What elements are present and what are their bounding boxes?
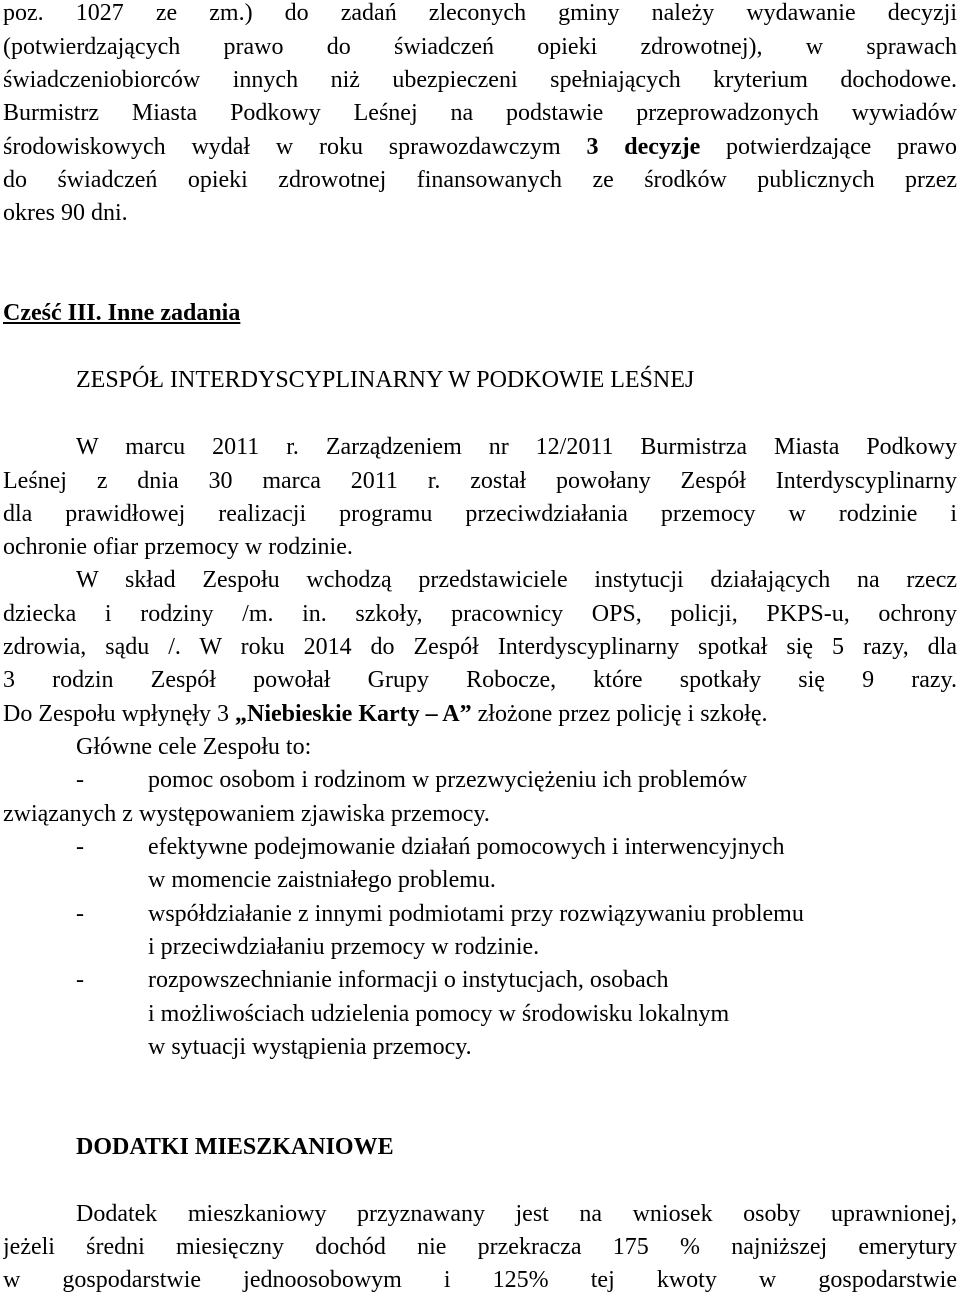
bold-text: 3 decyzje [586, 134, 701, 160]
list-item-continuation: i przeciwdziałaniu przemocy w rodzinie. [148, 934, 540, 960]
text-run: złożone przez policję i szkołę. [471, 701, 768, 727]
paragraph-line [3, 130, 957, 164]
paragraph-line: Dodatek mieszkaniowy przyznawany jest na wniosek osoby uprawnionej, [76, 1201, 957, 1227]
bold-text: „Niebieskie Karty – A” [234, 701, 472, 727]
paragraph-line: dziecka i rodziny /m. in. szkoły, pracownicy OPS, policji, PKPS-u, ochrony [3, 601, 957, 627]
list-item [76, 963, 957, 997]
paragraph-line: Leśnej z dnia 30 marca 2011 r. został powołany Zespół Interdyscyplinarny [3, 468, 957, 494]
section-heading: DODATKI MIESZKANIOWE [76, 1134, 394, 1160]
list-dash: - [76, 767, 84, 793]
paragraph-line: Burmistrz Miasta Podkowy Leśnej na podstawie przeprowadzonych wywiadów [3, 100, 957, 126]
list-item-text: efektywne podejmowanie działań pomocowych i interwencyjnych [148, 834, 785, 860]
paragraph-line: zdrowia, sądu /. W roku 2014 do Zespół Interdyscyplinarny spotkał się 5 razy, dla [3, 634, 957, 660]
list-item [76, 830, 957, 864]
paragraph-line: 3 rodzin Zespół powołał Grupy Robocze, które spotkały się 9 razy. [3, 667, 957, 693]
list-item-text: pomoc osobom i rodzinom w przezwyciężeniu ich problemów [148, 767, 748, 793]
paragraph-line: świadczeniobiorców innych niż ubezpieczeni spełniających kryterium dochodowe. [3, 67, 957, 93]
list-dash: - [76, 967, 84, 993]
text-run: Do Zespołu wpłynęły 3 [3, 701, 235, 727]
list-item [76, 763, 957, 797]
section-heading [3, 296, 957, 330]
list-item-text: rozpowszechnianie informacji o instytucjach, osobach [148, 967, 669, 993]
list-item [76, 897, 957, 931]
paragraph-line: okres 90 dni. [3, 200, 128, 226]
goals-title: Główne cele Zespołu to: [76, 734, 312, 760]
team-title: ZESPÓŁ INTERDYSCYPLINARNY W PODKOWIE LEŚNEJ [76, 367, 695, 393]
paragraph-line: w gospodarstwie jednoosobowym i 125% tej kwoty w gospodarstwie [3, 1267, 957, 1293]
paragraph-line [3, 697, 957, 731]
paragraph-line: ochronie ofiar przemocy w rodzinie. [3, 534, 353, 560]
paragraph-line: W marcu 2011 r. Zarządzeniem nr 12/2011 Burmistrza Miasta Podkowy [76, 434, 957, 460]
paragraph-line: do świadczeń opieki zdrowotnej finansowanych ze środków publicznych przez [3, 167, 957, 193]
list-item-text: współdziałanie z innymi podmiotami przy rozwiązywaniu problemu [148, 901, 804, 927]
paragraph-line: dla prawidłowej realizacji programu przeciwdziałania przemocy w rodzinie i [3, 501, 957, 527]
list-item-continuation: i możliwościach udzielenia pomocy w środowisku lokalnym [148, 1001, 730, 1027]
paragraph-line: W skład Zespołu wchodzą przedstawiciele instytucji działających na rzecz [76, 567, 957, 593]
text-run: środowiskowych wydał w roku sprawozdawczym [3, 134, 587, 160]
list-item-continuation: w momencie zaistniałego problemu. [148, 867, 496, 893]
paragraph-line: jeżeli średni miesięczny dochód nie przekracza 175 % najniższej emerytury [3, 1234, 957, 1260]
section-heading-text: Cześć III. Inne zadania [3, 300, 241, 326]
list-item-continuation: w sytuacji wystąpienia przemocy. [148, 1034, 472, 1060]
list-item-continuation: związanych z występowaniem zjawiska przemocy. [3, 801, 490, 827]
list-dash: - [76, 901, 84, 927]
text-run: potwierdzające prawo [700, 134, 957, 160]
list-dash: - [76, 834, 84, 860]
paragraph-line: (potwierdzających prawo do świadczeń opieki zdrowotnej), w sprawach [3, 34, 957, 60]
paragraph-line: poz. 1027 ze zm.) do zadań zleconych gminy należy wydawanie decyzji [3, 0, 957, 26]
